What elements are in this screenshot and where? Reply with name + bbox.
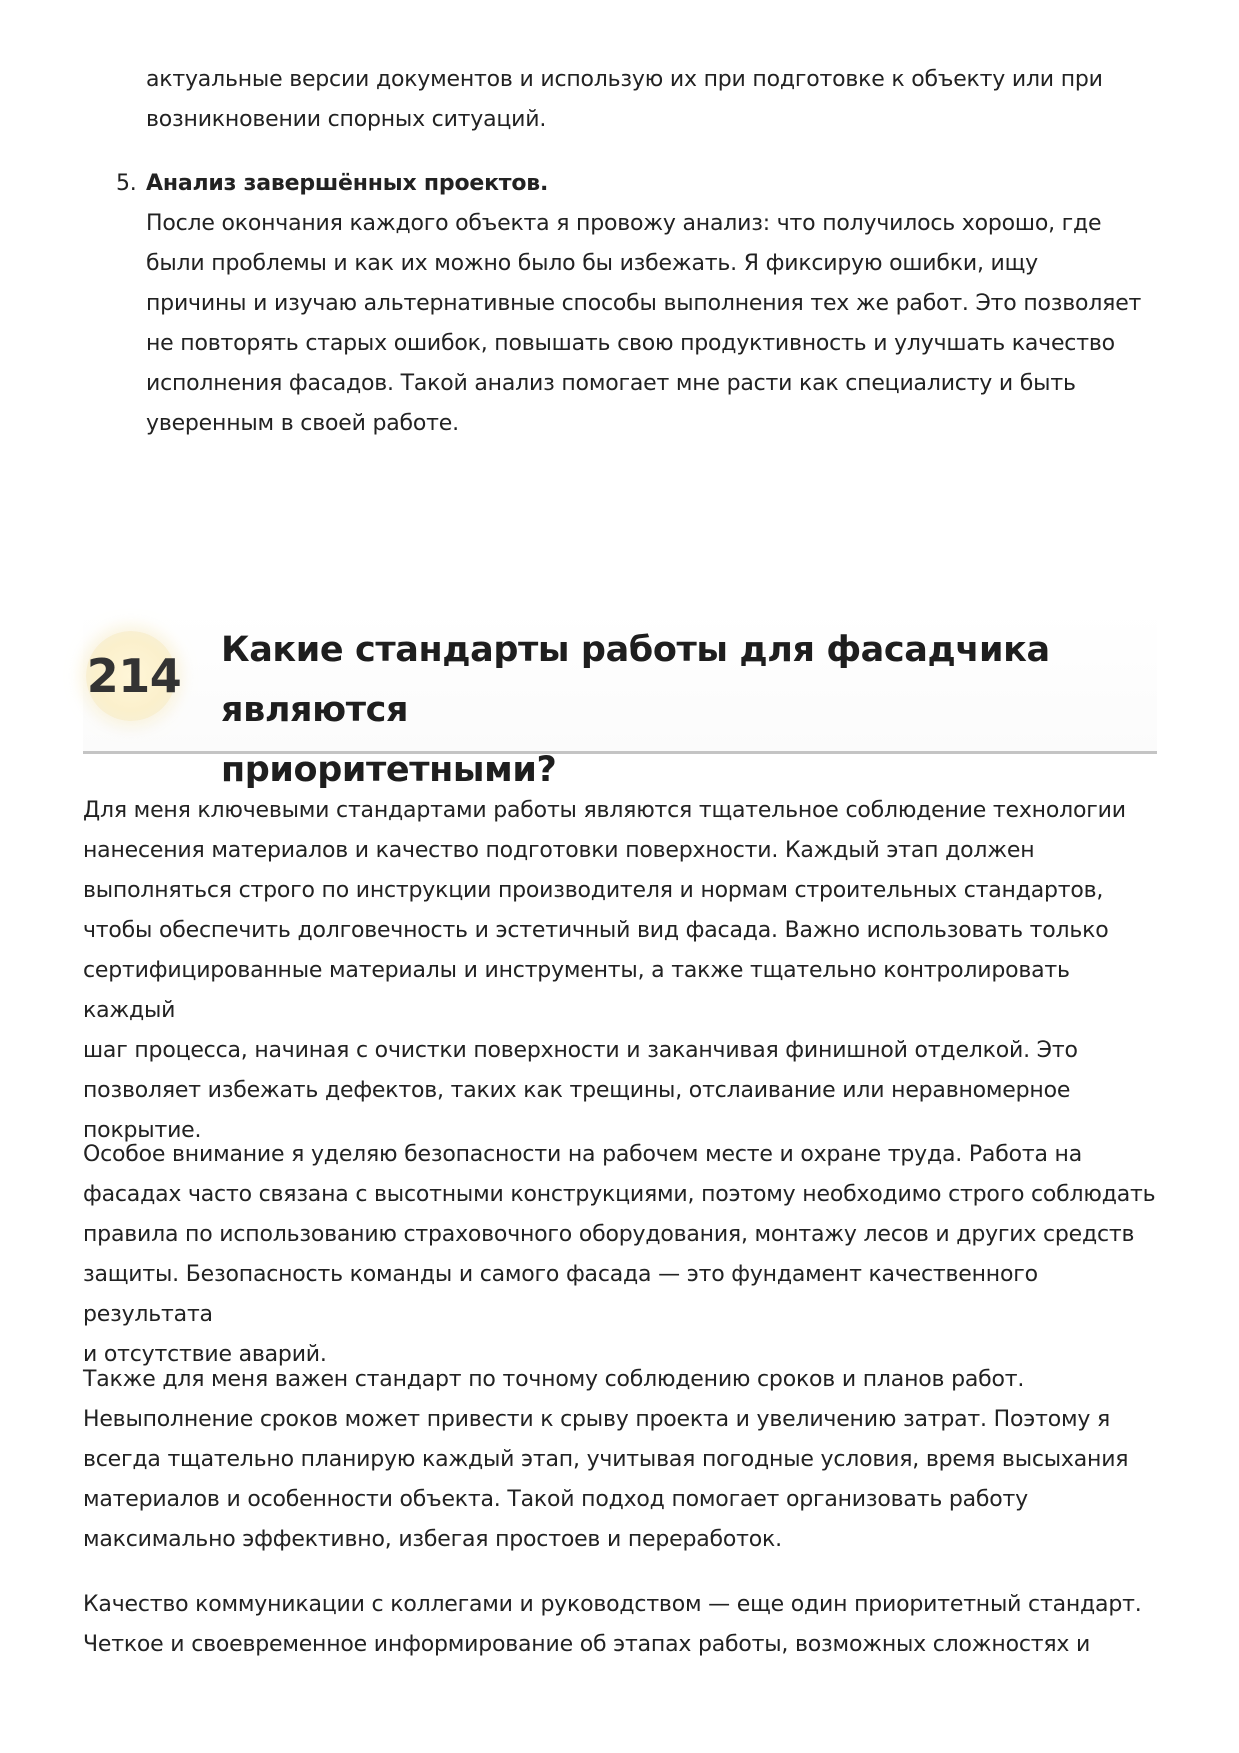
paragraph xyxy=(83,791,1163,1151)
text-line: Для меня ключевыми стандартами работы являются тщательное соблюдение технологии xyxy=(83,798,1126,823)
text-line: максимально эффективно, избегая простоев и переработок. xyxy=(83,1527,782,1552)
section-title xyxy=(221,620,1161,800)
text-line: материалов и особенности объекта. Такой подход помогает организовать работу xyxy=(83,1487,1028,1512)
section-title-line: приоритетными? xyxy=(221,750,557,790)
list-item-5 xyxy=(116,164,1166,444)
text-line: Качество коммуникации с коллегами и руководством — еще один приоритетный стандарт. xyxy=(83,1592,1142,1617)
text-line: Невыполнение сроков может привести к срыву проекта и увеличению затрат. Поэтому я xyxy=(83,1407,1110,1432)
text-line: Четкое и своевременное информирование об этапах работы, возможных сложностях и xyxy=(83,1632,1091,1657)
paragraph xyxy=(83,1135,1163,1375)
section-number-badge xyxy=(86,631,182,721)
list-item-continuation xyxy=(146,60,1166,140)
text-line: всегда тщательно планирую каждый этап, учитывая погодные условия, время высыхания xyxy=(83,1447,1129,1472)
paragraph xyxy=(83,1585,1163,1665)
section-number: 214 xyxy=(86,649,182,703)
text-line: позволяет избежать дефектов, таких как трещины, отслаивание или неравномерное xyxy=(83,1078,1071,1103)
text-line: Особое внимание я уделяю безопасности на рабочем месте и охране труда. Работа на xyxy=(83,1142,1082,1167)
text-line: фасадах часто связана с высотными конструкциями, поэтому необходимо строго соблюдать xyxy=(83,1182,1156,1207)
text-line: уверенным в своей работе. xyxy=(146,411,459,436)
section-header xyxy=(83,610,1157,790)
text-line: выполняться строго по инструкции производителя и нормам строительных стандартов, xyxy=(83,878,1104,903)
text-line: были проблемы и как их можно было бы избежать. Я фиксирую ошибки, ищу xyxy=(146,251,1038,276)
text-line: защиты. Безопасность команды и самого фасада — это фундамент качественного результата xyxy=(83,1262,1038,1327)
text-line: правила по использованию страховочного оборудования, монтажу лесов и других средств xyxy=(83,1222,1135,1247)
text-line: актуальные версии документов и использую их при подготовке к объекту или при xyxy=(146,67,1103,92)
text-line: шаг процесса, начиная с очистки поверхности и заканчивая финишной отделкой. Это xyxy=(83,1038,1078,1063)
text-line: Также для меня важен стандарт по точному соблюдению сроков и планов работ. xyxy=(83,1367,1025,1392)
text-line: не повторять старых ошибок, повышать свою продуктивность и улучшать качество xyxy=(146,331,1115,356)
text-line: причины и изучаю альтернативные способы выполнения тех же работ. Это позволяет xyxy=(146,291,1142,316)
list-item-number: 5. xyxy=(116,171,137,196)
text-line: нанесения материалов и качество подготовки поверхности. Каждый этап должен xyxy=(83,838,1035,863)
text-line: сертифицированные материалы и инструменты, а также тщательно контролировать каждый xyxy=(83,958,1070,1023)
text-line: и отсутствие аварий. xyxy=(83,1342,327,1367)
text-line: возникновении спорных ситуаций. xyxy=(146,107,547,132)
text-line: покрытие. xyxy=(83,1118,202,1143)
paragraph xyxy=(83,1360,1163,1560)
text-line: чтобы обеспечить долговечность и эстетичный вид фасада. Важно использовать только xyxy=(83,918,1109,943)
section-title-line: Какие стандарты работы для фасадчика являются xyxy=(221,630,1050,730)
text-line: исполнения фасадов. Такой анализ помогает мне расти как специалисту и быть xyxy=(146,371,1076,396)
text-line: После окончания каждого объекта я провожу анализ: что получилось хорошо, где xyxy=(146,211,1102,236)
list-item-heading: Анализ завершённых проектов. xyxy=(146,171,549,196)
